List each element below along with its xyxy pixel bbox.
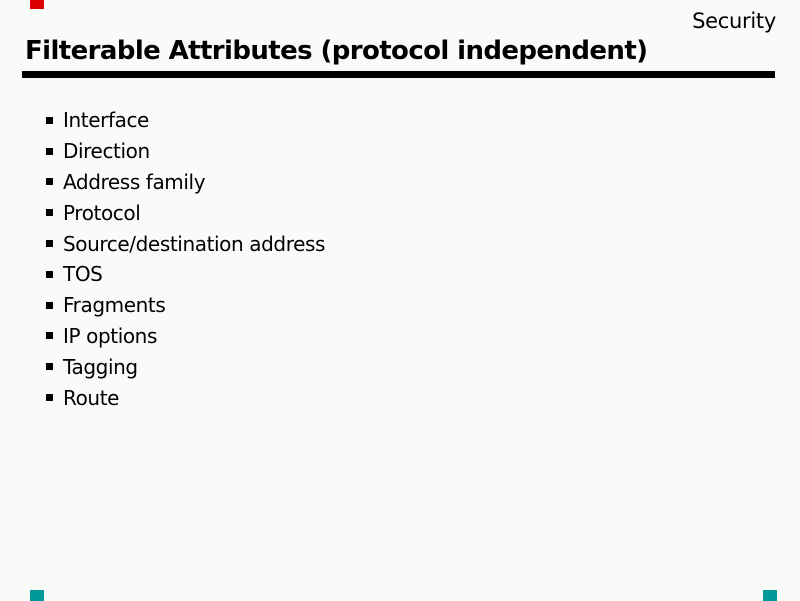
slide-title: Filterable Attributes (protocol independent) <box>25 36 648 66</box>
list-item-label: Protocol <box>63 200 141 225</box>
list-item-label: Tagging <box>63 354 138 379</box>
corner-marker-bottom-right <box>763 590 777 601</box>
list-item-label: Fragments <box>63 293 166 318</box>
square-bullet-icon <box>46 302 53 309</box>
list-item-label: IP options <box>63 323 157 348</box>
square-bullet-icon <box>46 117 53 124</box>
square-bullet-icon <box>46 240 53 247</box>
list-item-label: Route <box>63 385 120 410</box>
list-item-label: Interface <box>63 108 149 133</box>
list-item-label: Source/destination address <box>63 231 326 256</box>
square-bullet-icon <box>46 332 53 339</box>
square-bullet-icon <box>46 209 53 216</box>
square-bullet-icon <box>46 394 53 401</box>
list-item <box>46 321 325 352</box>
list-item <box>46 105 325 136</box>
square-bullet-icon <box>46 148 53 155</box>
square-bullet-icon <box>46 271 53 278</box>
corner-marker-top-left <box>30 0 44 9</box>
list-item <box>46 228 325 259</box>
list-item <box>46 259 325 290</box>
title-underline-rule <box>22 71 775 78</box>
list-item <box>46 290 325 321</box>
list-item-label: Direction <box>63 139 150 164</box>
square-bullet-icon <box>46 363 53 370</box>
list-item <box>46 136 325 167</box>
bullet-list <box>46 105 325 413</box>
list-item-label: TOS <box>63 262 103 287</box>
slide-category-label: Security <box>692 9 776 33</box>
square-bullet-icon <box>46 178 53 185</box>
list-item <box>46 382 325 413</box>
list-item <box>46 197 325 228</box>
corner-marker-bottom-left <box>30 590 44 601</box>
list-item <box>46 167 325 198</box>
list-item <box>46 351 325 382</box>
list-item-label: Address family <box>63 169 206 194</box>
